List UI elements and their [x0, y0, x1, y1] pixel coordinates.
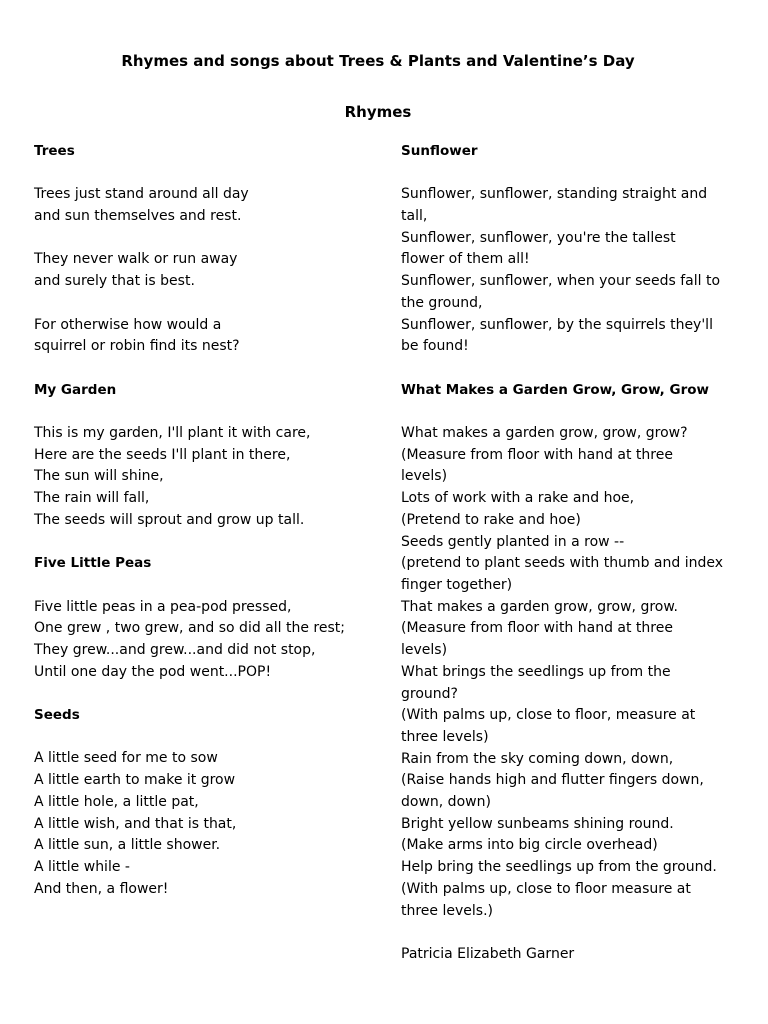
- poem-line: (With palms up, close to floor measure at: [401, 880, 691, 897]
- poem-line: finger together): [401, 576, 513, 593]
- poem-line: (Make arms into big circle overhead): [401, 837, 658, 854]
- author-name: Patricia Elizabeth Garner: [401, 945, 575, 962]
- poem-line: (pretend to plant seeds with thumb and index: [401, 555, 723, 572]
- left-column: [34, 141, 374, 922]
- poem-line: Until one day the pod went...POP!: [34, 663, 272, 680]
- poem-line: Lots of work with a rake and hoe,: [401, 490, 635, 507]
- poem-line: What brings the seedlings up from the: [401, 663, 671, 680]
- poem-line: A little sun, a little shower.: [34, 837, 221, 854]
- poem-line: Bright yellow sunbeams shining round.: [401, 815, 674, 832]
- poem-line: ground?: [401, 685, 458, 702]
- poem-title: My Garden: [34, 381, 117, 398]
- poem-line: Here are the seeds I'll plant in there,: [34, 446, 291, 463]
- stanza: [401, 423, 731, 922]
- poem-line: and surely that is best.: [34, 273, 195, 290]
- poem-line: One grew , two grew, and so did all the rest;: [34, 620, 345, 637]
- poem-line: (Raise hands high and flutter fingers down,: [401, 772, 704, 789]
- poem-line: three levels.): [401, 902, 493, 919]
- poem-line: They never walk or run away: [34, 251, 238, 268]
- right-column: [401, 141, 731, 966]
- poem-line: A little while -: [34, 859, 130, 875]
- stanza: [34, 249, 374, 292]
- poem-my-garden: [34, 380, 374, 532]
- poem-line: (Pretend to rake and hoe): [401, 511, 581, 528]
- poem-line: and sun themselves and rest.: [34, 208, 242, 225]
- stanza: [34, 748, 374, 900]
- section-heading-rhymes: Rhymes: [344, 103, 412, 121]
- poem-title: Five Little Peas: [34, 555, 152, 572]
- poem-line: Sunflower, sunflower, you're the tallest: [401, 229, 676, 246]
- poem-line: be found!: [401, 338, 469, 355]
- stanza: [34, 423, 374, 532]
- poem-line: down, down): [401, 794, 491, 811]
- poem-line: squirrel or robin find its nest?: [34, 338, 240, 355]
- poem-line: the ground,: [401, 294, 483, 311]
- poem-line: A little wish, and that is that,: [34, 815, 237, 832]
- poem-line: three levels): [401, 728, 489, 745]
- poem-line: Sunflower, sunflower, standing straight and: [401, 186, 708, 203]
- poem-title: Trees: [34, 143, 75, 159]
- poem-line: levels): [401, 468, 448, 485]
- poem-line: (Measure from floor with hand at three: [401, 620, 673, 637]
- poem-seeds: [34, 705, 374, 900]
- poem-line: flower of them all!: [401, 251, 530, 268]
- poem-title: Seeds: [34, 707, 80, 724]
- poem-line: A little earth to make it grow: [34, 772, 236, 789]
- poem-line: What makes a garden grow, grow, grow?: [401, 425, 688, 442]
- poem-line: A little seed for me to sow: [34, 750, 218, 767]
- poem-what-makes-a-garden-grow-grow-grow: [401, 380, 731, 923]
- poem-sunflower: [401, 141, 731, 358]
- poem-line: And then, a flower!: [34, 880, 169, 897]
- poem-line: The sun will shine,: [34, 468, 164, 485]
- stanza: [34, 315, 374, 358]
- stanza: [401, 184, 731, 358]
- poem-line: Rain from the sky coming down, down,: [401, 750, 674, 767]
- poem-line: Help bring the seedlings up from the ground.: [401, 859, 717, 876]
- poem-line: Sunflower, sunflower, when your seeds fall to: [401, 273, 721, 290]
- poem-line: This is my garden, I'll plant it with care,: [34, 425, 311, 442]
- poem-trees: [34, 141, 374, 358]
- document-title: Rhymes and songs about Trees & Plants and Valentine’s Day: [121, 52, 635, 70]
- poem-line: The seeds will sprout and grow up tall.: [34, 511, 305, 528]
- poem-title: Sunflower: [401, 143, 478, 159]
- poem-line: A little hole, a little pat,: [34, 793, 199, 810]
- poem-line: For otherwise how would a: [34, 316, 222, 333]
- poem-line: They grew...and grew...and did not stop,: [34, 642, 316, 659]
- poem-title: What Makes a Garden Grow, Grow, Grow: [401, 381, 709, 398]
- poem-line: levels): [401, 642, 448, 659]
- poem-line: That makes a garden grow, grow, grow.: [401, 598, 678, 615]
- poem-line: Trees just stand around all day: [34, 186, 249, 203]
- poem-five-little-peas: [34, 553, 374, 683]
- poem-line: (Measure from floor with hand at three: [401, 446, 673, 463]
- poem-line: Sunflower, sunflower, by the squirrels they'll: [401, 316, 713, 333]
- poem-line: tall,: [401, 208, 428, 225]
- poem-line: The rain will fall,: [34, 490, 150, 507]
- stanza: [34, 597, 374, 684]
- poem-line: (With palms up, close to floor, measure at: [401, 707, 696, 724]
- poem-line: Five little peas in a pea-pod pressed,: [34, 598, 292, 615]
- poem-line: Seeds gently planted in a row --: [401, 533, 625, 550]
- stanza: [34, 184, 374, 227]
